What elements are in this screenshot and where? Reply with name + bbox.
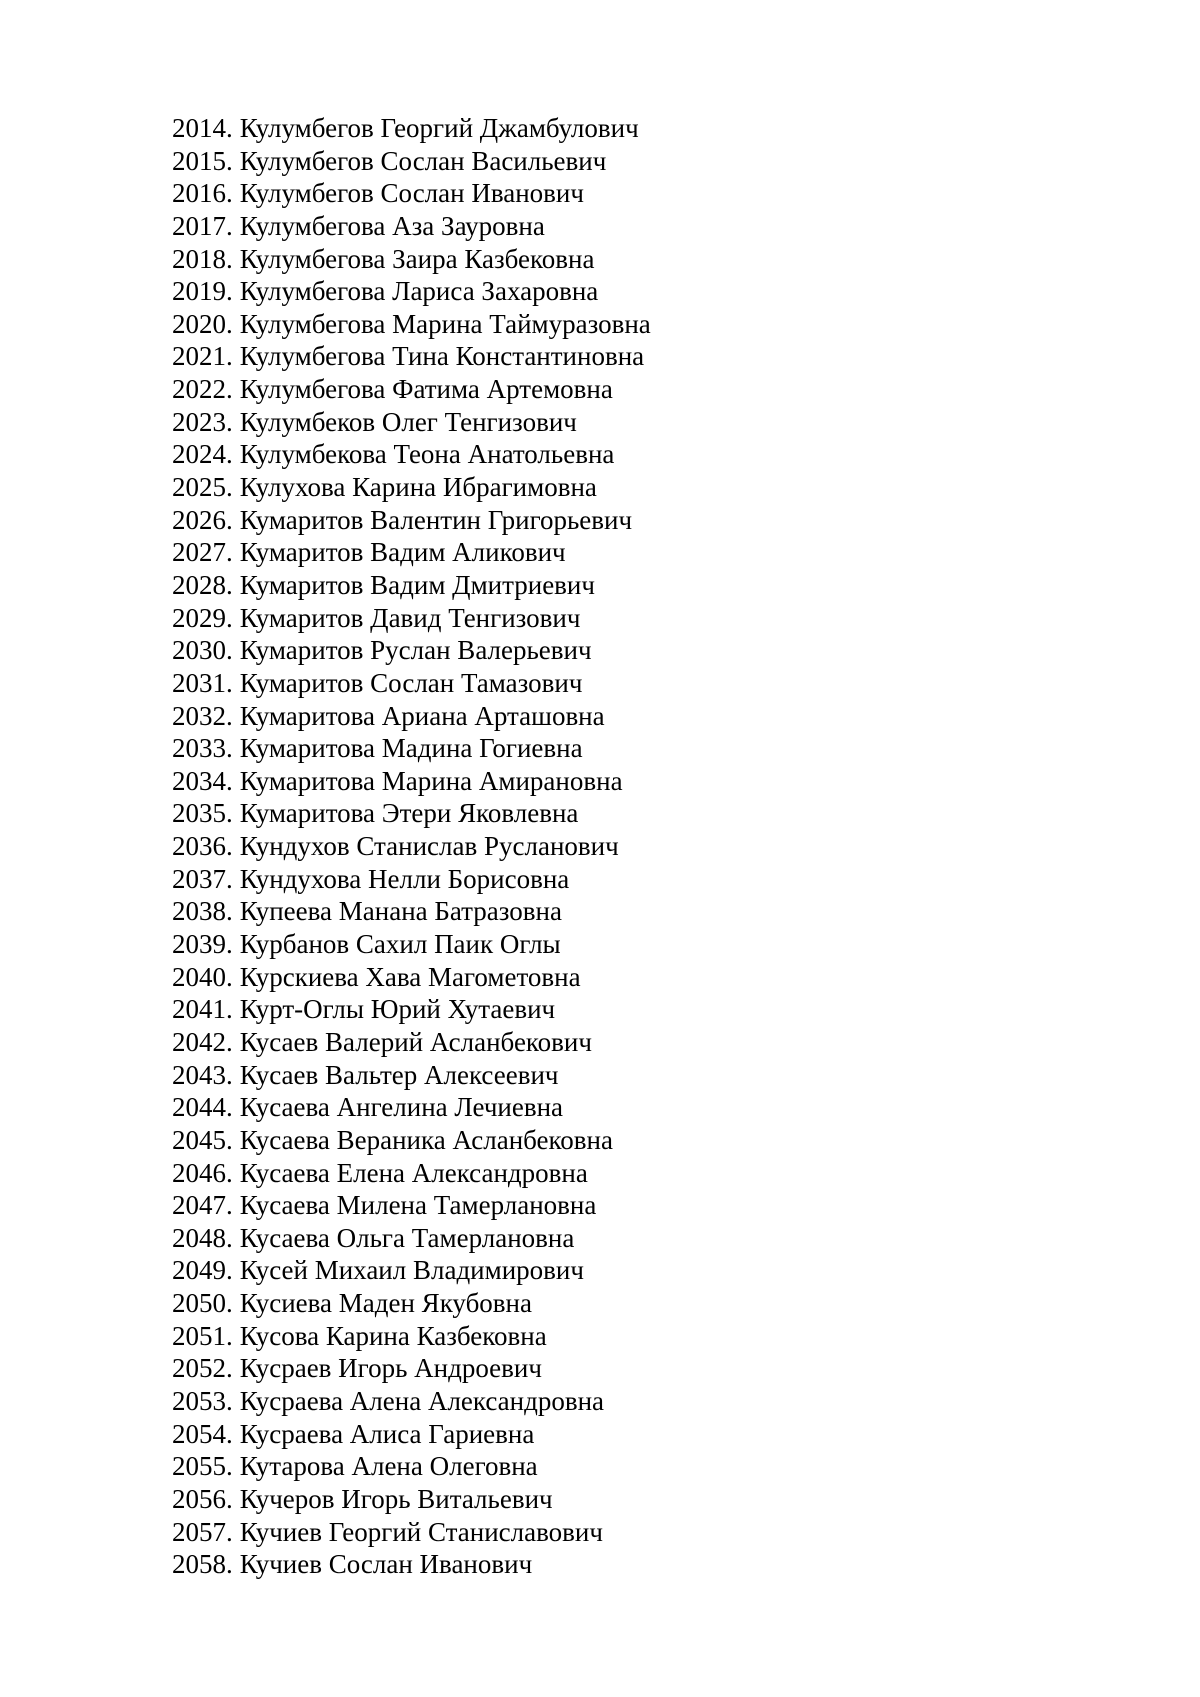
list-item: [172, 145, 651, 178]
list-item: [172, 1059, 651, 1092]
entry-name: Кумаритова Этери Яковлевна: [239, 798, 579, 829]
entry-number: 2043.: [172, 1059, 233, 1090]
list-item: [172, 602, 651, 635]
entry-name: Кусаев Вальтер Алексеевич: [239, 1059, 559, 1090]
entry-number: 2041.: [172, 994, 233, 1025]
entry-number: 2018.: [172, 243, 233, 274]
entry-number: 2055.: [172, 1451, 233, 1482]
entry-number: 2034.: [172, 765, 233, 796]
list-item: [172, 1385, 651, 1418]
list-item: [172, 1189, 651, 1222]
entry-number: 2028.: [172, 569, 233, 600]
list-item: [172, 961, 651, 994]
entry-name: Кусраева Алиса Гариевна: [239, 1418, 535, 1449]
entry-name: Кусей Михаил Владимирович: [239, 1255, 584, 1286]
entry-number: 2016.: [172, 178, 233, 209]
entry-number: 2039.: [172, 929, 233, 960]
entry-number: 2030.: [172, 635, 233, 666]
entry-number: 2014.: [172, 113, 233, 143]
entry-name: Кумаритов Вадим Дмитриевич: [239, 569, 595, 600]
list-item: [172, 373, 651, 406]
list-item: [172, 406, 651, 439]
entry-number: 2056.: [172, 1483, 233, 1514]
list-item: [172, 863, 651, 896]
entry-number: 2057.: [172, 1516, 233, 1547]
list-item: [172, 1222, 651, 1255]
list-item: [172, 340, 651, 373]
entry-number: 2035.: [172, 798, 233, 829]
list-item: [172, 765, 651, 798]
entry-name: Кулумбегова Марина Таймуразовна: [239, 308, 651, 339]
list-item: [172, 112, 651, 145]
entry-number: 2046.: [172, 1157, 233, 1188]
list-item: [172, 993, 651, 1026]
entry-name: Кулумбегова Тина Константиновна: [239, 341, 645, 372]
entry-number: 2021.: [172, 341, 233, 372]
entry-name: Курбанов Сахил Паик Оглы: [239, 929, 561, 960]
entry-name: Купеева Манана Батразовна: [239, 896, 562, 927]
entry-number: 2045.: [172, 1124, 233, 1155]
entry-number: 2050.: [172, 1288, 233, 1319]
list-item: [172, 275, 651, 308]
list-item: [172, 1157, 651, 1190]
entry-name: Кусраева Алена Александровна: [239, 1385, 605, 1416]
entry-name: Кундухова Нелли Борисовна: [239, 863, 570, 894]
list-item: [172, 1026, 651, 1059]
entry-name: Кулумбеков Олег Тенгизович: [239, 406, 577, 437]
list-item: [172, 504, 651, 537]
entry-name: Кучиев Сослан Иванович: [239, 1549, 533, 1580]
entry-name: Кусаева Вераника Асланбековна: [239, 1124, 613, 1155]
entry-number: 2029.: [172, 602, 233, 633]
entry-name: Кумаритова Мадина Гогиевна: [239, 733, 583, 764]
entry-name: Кусова Карина Казбековна: [239, 1320, 547, 1351]
list-item: [172, 667, 651, 700]
entry-number: 2031.: [172, 667, 233, 698]
entry-name: Кусраев Игорь Андроевич: [239, 1353, 542, 1384]
entry-number: 2026.: [172, 504, 233, 535]
entry-number: 2020.: [172, 308, 233, 339]
list-item: [172, 210, 651, 243]
entry-name: Кулумбегова Заира Казбековна: [239, 243, 595, 274]
entry-number: 2033.: [172, 733, 233, 764]
list-item: [172, 1548, 651, 1581]
entry-name: Кумаритов Вадим Аликович: [239, 537, 566, 568]
list-item: [172, 308, 651, 341]
list-item: [172, 1418, 651, 1451]
entry-number: 2015.: [172, 145, 233, 176]
entry-number: 2032.: [172, 700, 233, 731]
list-item: [172, 177, 651, 210]
entry-number: 2036.: [172, 831, 233, 862]
list-item: [172, 830, 651, 863]
entry-name: Кумаритов Давид Тенгизович: [239, 602, 581, 633]
entry-number: 2054.: [172, 1418, 233, 1449]
entry-name: Курт-Оглы Юрий Хутаевич: [239, 994, 556, 1025]
entry-number: 2024.: [172, 439, 233, 470]
list-item: [172, 700, 651, 733]
entry-name: Кумаритов Руслан Валерьевич: [239, 635, 592, 666]
list-item: [172, 1450, 651, 1483]
entry-number: 2025.: [172, 472, 233, 503]
entry-name: Кусиева Маден Якубовна: [239, 1288, 532, 1319]
list-item: [172, 1254, 651, 1287]
entry-number: 2044.: [172, 1092, 233, 1123]
list-item: [172, 732, 651, 765]
list-item: [172, 1287, 651, 1320]
list-item: [172, 536, 651, 569]
entry-number: 2048.: [172, 1222, 233, 1253]
entry-name: Кулумбегова Аза Зауровна: [239, 210, 545, 241]
entry-name: Кучиев Георгий Станиславович: [239, 1516, 603, 1547]
entry-name: Кулумбегова Фатима Артемовна: [239, 374, 613, 405]
entry-name: Кумаритова Марина Амирановна: [239, 765, 623, 796]
entry-name: Кусаев Валерий Асланбекович: [239, 1026, 592, 1057]
entry-number: 2037.: [172, 863, 233, 894]
list-item: [172, 895, 651, 928]
entry-name: Кумаритова Ариана Арташовна: [239, 700, 605, 731]
entry-number: 2042.: [172, 1026, 233, 1057]
entry-name: Кусаева Ангелина Лечиевна: [239, 1092, 564, 1123]
entry-name: Кучеров Игорь Витальевич: [239, 1483, 553, 1514]
list-item: [172, 1516, 651, 1549]
entry-number: 2058.: [172, 1549, 233, 1580]
entry-name: Кусаева Елена Александровна: [239, 1157, 588, 1188]
entry-number: 2023.: [172, 406, 233, 437]
entry-name: Кумаритов Валентин Григорьевич: [239, 504, 633, 535]
list-item: [172, 1320, 651, 1353]
entry-number: 2047.: [172, 1190, 233, 1221]
list-item: [172, 797, 651, 830]
entry-name: Кундухов Станислав Русланович: [239, 831, 619, 862]
entry-number: 2052.: [172, 1353, 233, 1384]
entry-name: Кулумбекова Теона Анатольевна: [239, 439, 615, 470]
entry-number: 2040.: [172, 961, 233, 992]
entry-name: Кумаритов Сослан Тамазович: [239, 667, 583, 698]
entry-number: 2053.: [172, 1385, 233, 1416]
name-list: [172, 112, 651, 1581]
entry-number: 2038.: [172, 896, 233, 927]
entry-name: Кулумбегов Сослан Иванович: [239, 178, 584, 209]
entry-name: Курскиева Хава Магометовна: [239, 961, 581, 992]
entry-number: 2022.: [172, 374, 233, 405]
entry-name: Кулухова Карина Ибрагимовна: [239, 472, 597, 503]
entry-number: 2051.: [172, 1320, 233, 1351]
list-item: [172, 634, 651, 667]
entry-name: Кулумбегова Лариса Захаровна: [239, 276, 599, 307]
entry-number: 2049.: [172, 1255, 233, 1286]
entry-number: 2027.: [172, 537, 233, 568]
list-item: [172, 1352, 651, 1385]
entry-name: Кусаева Милена Тамерлановна: [239, 1190, 597, 1221]
list-item: [172, 1483, 651, 1516]
list-item: [172, 1091, 651, 1124]
list-item: [172, 1124, 651, 1157]
entry-name: Кутарова Алена Олеговна: [239, 1451, 538, 1482]
entry-name: Кулумбегов Георгий Джамбулович: [239, 113, 639, 143]
list-item: [172, 569, 651, 602]
list-item: [172, 928, 651, 961]
list-item: [172, 243, 651, 276]
list-item: [172, 471, 651, 504]
entry-name: Кулумбегов Сослан Васильевич: [239, 145, 607, 176]
entry-number: 2017.: [172, 210, 233, 241]
entry-name: Кусаева Ольга Тамерлановна: [239, 1222, 575, 1253]
entry-number: 2019.: [172, 276, 233, 307]
list-item: [172, 438, 651, 471]
